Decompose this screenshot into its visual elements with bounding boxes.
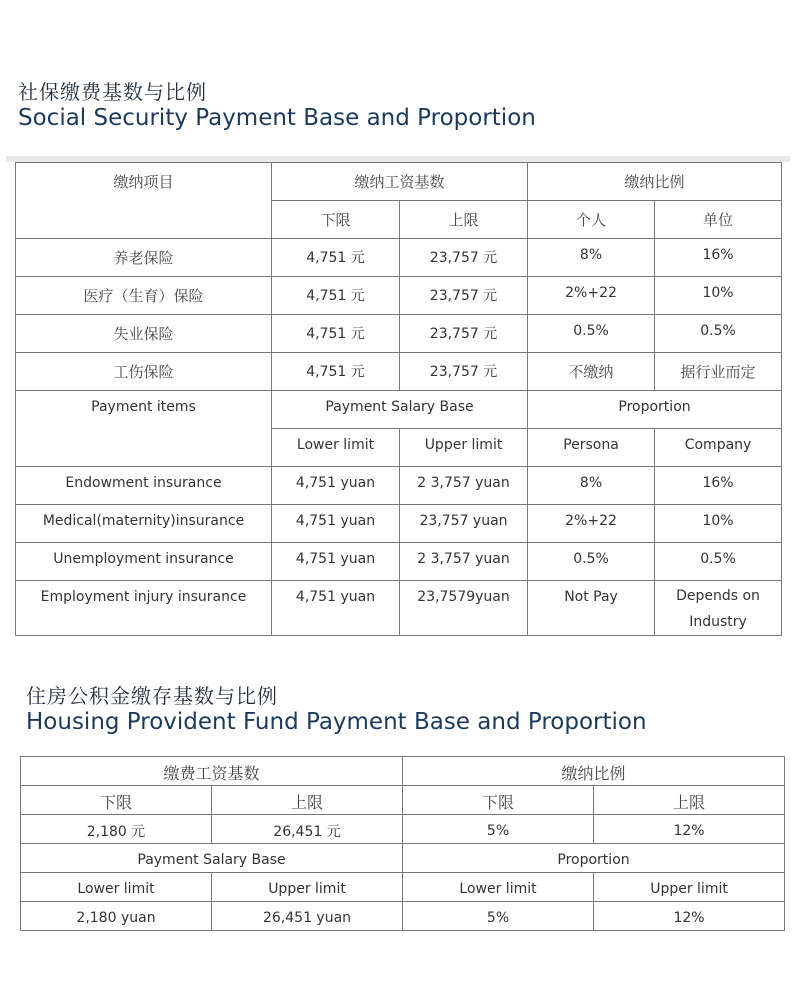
table-row	[16, 581, 782, 636]
item-cell: Medical(maternity)insurance	[16, 505, 272, 543]
en-upper-header: Upper limit	[400, 429, 528, 467]
lower-cell: 4,751 元	[272, 277, 400, 315]
item-cell: 失业保险	[16, 315, 272, 353]
zh-base-lower-header: 下限	[21, 786, 212, 815]
upper-cell: 2 3,757 yuan	[400, 467, 528, 505]
item-cell: Endowment insurance	[16, 467, 272, 505]
company-cell: 16%	[655, 467, 782, 505]
table-row	[16, 277, 782, 315]
lower-cell: 4,751 yuan	[272, 581, 400, 636]
en-personal-header: Persona	[528, 429, 655, 467]
social-security-table	[15, 162, 782, 636]
zh-company-header: 单位	[655, 201, 782, 239]
company-cell: 据行业而定	[655, 353, 782, 391]
en-company-header: Company	[655, 429, 782, 467]
base-upper-cell: 26,451 yuan	[212, 902, 403, 931]
base-lower-cell: 2,180 元	[21, 815, 212, 844]
en-ratio-upper-header: Upper limit	[594, 873, 785, 902]
zh-base-upper-header: 上限	[212, 786, 403, 815]
company-cell: 0.5%	[655, 315, 782, 353]
ratio-upper-cell: 12%	[594, 815, 785, 844]
en-base-upper-header: Upper limit	[212, 873, 403, 902]
upper-cell: 23,757 元	[400, 315, 528, 353]
zh-base-header: 缴纳工资基数	[272, 163, 528, 201]
zh-ratio-header: 缴纳比例	[403, 757, 785, 786]
en-ratio-header: Proportion	[403, 844, 785, 873]
personal-cell: 2%+22	[528, 277, 655, 315]
company-cell: 16%	[655, 239, 782, 277]
personal-cell: 0.5%	[528, 543, 655, 581]
ratio-lower-cell: 5%	[403, 902, 594, 931]
zh-items-header: 缴纳项目	[16, 163, 272, 239]
zh-personal-header: 个人	[528, 201, 655, 239]
table-row	[16, 315, 782, 353]
en-ratio-header: Proportion	[528, 391, 782, 429]
zh-ratio-upper-header: 上限	[594, 786, 785, 815]
table-row	[21, 815, 785, 844]
ratio-upper-cell: 12%	[594, 902, 785, 931]
personal-cell: 2%+22	[528, 505, 655, 543]
section1-title-en: Social Security Payment Base and Proportion	[18, 105, 536, 131]
personal-cell: 8%	[528, 239, 655, 277]
zh-ratio-lower-header: 下限	[403, 786, 594, 815]
lower-cell: 4,751 元	[272, 239, 400, 277]
en-base-header: Payment Salary Base	[272, 391, 528, 429]
housing-fund-table	[20, 756, 785, 931]
personal-cell: 0.5%	[528, 315, 655, 353]
section2-title-zh: 住房公积金缴存基数与比例	[26, 684, 278, 708]
upper-cell: 23,757 元	[400, 239, 528, 277]
personal-cell: 不缴纳	[528, 353, 655, 391]
item-cell: 医疗（生育）保险	[16, 277, 272, 315]
item-cell: 工伤保险	[16, 353, 272, 391]
table-row	[21, 902, 785, 931]
item-cell: Unemployment insurance	[16, 543, 272, 581]
en-ratio-lower-header: Lower limit	[403, 873, 594, 902]
zh-ratio-header: 缴纳比例	[528, 163, 782, 201]
lower-cell: 4,751 元	[272, 353, 400, 391]
table-row	[16, 543, 782, 581]
personal-cell: 8%	[528, 467, 655, 505]
table-row	[16, 505, 782, 543]
section1-heading	[18, 80, 536, 132]
lower-cell: 4,751 yuan	[272, 543, 400, 581]
upper-cell: 23,7579yuan	[400, 581, 528, 636]
section1-title-zh: 社保缴费基数与比例	[18, 80, 207, 104]
upper-cell: 2 3,757 yuan	[400, 543, 528, 581]
base-lower-cell: 2,180 yuan	[21, 902, 212, 931]
section2-heading	[26, 684, 647, 736]
upper-cell: 23,757 yuan	[400, 505, 528, 543]
personal-cell: Not Pay	[528, 581, 655, 636]
table-row	[16, 467, 782, 505]
item-cell: 养老保险	[16, 239, 272, 277]
lower-cell: 4,751 元	[272, 315, 400, 353]
en-items-header: Payment items	[16, 391, 272, 467]
lower-cell: 4,751 yuan	[272, 467, 400, 505]
en-lower-header: Lower limit	[272, 429, 400, 467]
company-cell: 10%	[655, 505, 782, 543]
table-row	[16, 353, 782, 391]
upper-cell: 23,757 元	[400, 277, 528, 315]
lower-cell: 4,751 yuan	[272, 505, 400, 543]
company-cell: 0.5%	[655, 543, 782, 581]
zh-lower-header: 下限	[272, 201, 400, 239]
company-cell: 10%	[655, 277, 782, 315]
base-upper-cell: 26,451 元	[212, 815, 403, 844]
zh-upper-header: 上限	[400, 201, 528, 239]
table-row	[16, 239, 782, 277]
upper-cell: 23,757 元	[400, 353, 528, 391]
item-cell: Employment injury insurance	[16, 581, 272, 636]
company-cell: Depends on Industry	[655, 581, 782, 636]
section2-title-en: Housing Provident Fund Payment Base and Proportion	[26, 709, 647, 735]
en-base-header: Payment Salary Base	[21, 844, 403, 873]
ratio-lower-cell: 5%	[403, 815, 594, 844]
en-base-lower-header: Lower limit	[21, 873, 212, 902]
zh-base-header: 缴费工资基数	[21, 757, 403, 786]
